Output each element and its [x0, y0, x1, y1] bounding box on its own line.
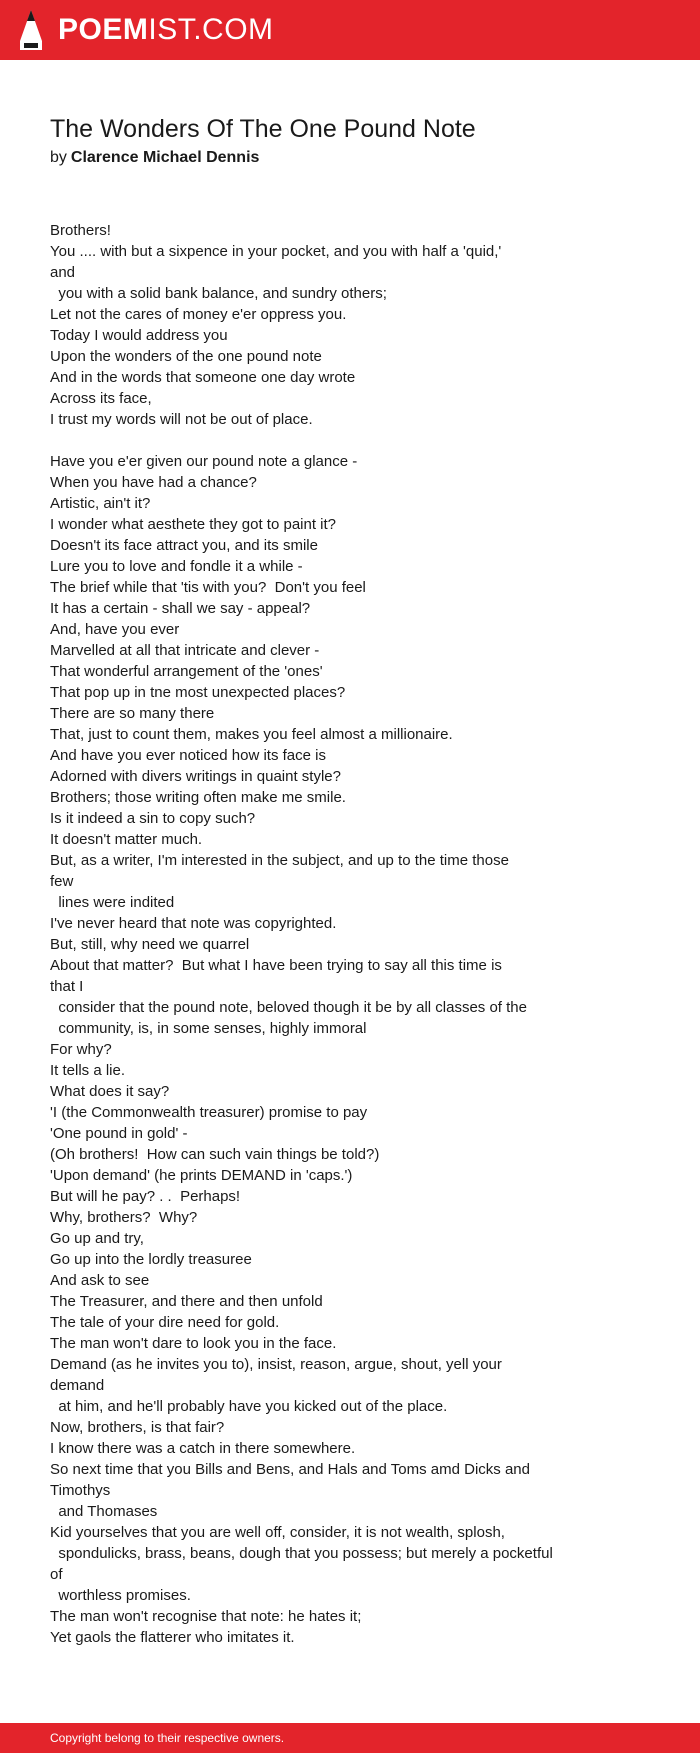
poem-line: Across its face, [50, 390, 152, 407]
poem-line: Why, brothers? Why? [50, 1209, 198, 1226]
logo-text-light: IST.COM [148, 13, 274, 46]
poem-line: Let not the cares of money e'er oppress you. [50, 306, 347, 323]
poem-line: And, have you ever [50, 621, 180, 638]
poem-line: Have you e'er given our pound note a glance - [50, 453, 358, 470]
poem-line: Is it indeed a sin to copy such? [50, 810, 256, 827]
poem-line: Doesn't its face attract you, and its smile [50, 537, 318, 554]
poem-line: It doesn't matter much. [50, 831, 203, 848]
poem-line: you with a solid bank balance, and sundry others; [50, 285, 387, 302]
poem-line [50, 430, 610, 451]
poem-line: consider that the pound note, beloved though it be by all classes of the [50, 999, 527, 1016]
author-link[interactable]: Clarence Michael Dennis [70, 149, 260, 166]
site-logo[interactable] [18, 0, 274, 60]
poem-line: Yet gaols the flatterer who imitates it. [50, 1629, 295, 1646]
poem-line: There are so many there [50, 705, 215, 722]
poem-line: I know there was a catch in there somewhere. [50, 1440, 356, 1457]
poem-line: And in the words that someone one day wrote [50, 369, 356, 386]
poem-body [50, 220, 610, 1648]
poem-line: It tells a lie. [50, 1062, 126, 1079]
poem-line: The man won't dare to look you in the face. [50, 1335, 337, 1352]
poem-line: (Oh brothers! How can such vain things be told?) [50, 1146, 380, 1163]
site-footer [0, 1723, 700, 1753]
poem-line: About that matter? But what I have been trying to say all this time is [50, 957, 502, 974]
poem-line: lines were indited [50, 894, 175, 911]
poem-line: and [50, 264, 76, 281]
poem-line: Now, brothers, is that fair? [50, 1419, 225, 1436]
poem-line: The brief while that 'tis with you? Don't you feel [50, 579, 366, 596]
poem-line: And have you ever noticed how its face is [50, 747, 326, 764]
poem-line: When you have had a chance? [50, 474, 257, 491]
poem-line: 'I (the Commonwealth treasurer) promise to pay [50, 1104, 368, 1121]
poem-line: 'One pound in gold' - [50, 1125, 188, 1142]
poem-line: And ask to see [50, 1272, 150, 1289]
poem-line: Today I would address you [50, 327, 228, 344]
poem-line: The man won't recognise that note: he hates it; [50, 1608, 362, 1625]
poem-line: The Treasurer, and there and then unfold [50, 1293, 323, 1310]
poem-line: worthless promises. [50, 1587, 191, 1604]
poem-line: Brothers; those writing often make me smile. [50, 789, 346, 806]
poem-line: demand [50, 1377, 105, 1394]
site-header [0, 0, 700, 60]
poem-line: You .... with but a sixpence in your pocket, and you with half a 'quid,' [50, 243, 502, 260]
poem-line: Go up into the lordly treasuree [50, 1251, 252, 1268]
poem-line: That, just to count them, makes you feel almost a millionaire. [50, 726, 453, 743]
logo-text-bold: POEM [58, 13, 149, 46]
poem-line: But will he pay? . . Perhaps! [50, 1188, 241, 1205]
poem-line: and Thomases [50, 1503, 158, 1520]
poem-line: Kid yourselves that you are well off, consider, it is not wealth, splosh, [50, 1524, 505, 1541]
pencil-icon [18, 9, 44, 51]
poem-line: Timothys [50, 1482, 111, 1499]
poem-line: It has a certain - shall we say - appeal? [50, 600, 311, 617]
poem-line: That pop up in tne most unexpected places? [50, 684, 346, 701]
poem-line: that I [50, 978, 84, 995]
poem-line: Brothers! [50, 222, 111, 239]
poem-line: Artistic, ain't it? [50, 495, 151, 512]
poem-line: For why? [50, 1041, 112, 1058]
poem-line: That wonderful arrangement of the 'ones' [50, 663, 323, 680]
poem-line: 'Upon demand' (he prints DEMAND in 'caps.') [50, 1167, 353, 1184]
by-label: by [50, 149, 67, 166]
poem-line: I trust my words will not be out of place. [50, 411, 313, 428]
poem-line: Go up and try, [50, 1230, 144, 1247]
poem-title: The Wonders Of The One Pound Note [50, 115, 476, 143]
poem-line: community, is, in some senses, highly immoral [50, 1020, 367, 1037]
poem-line: But, still, why need we quarrel [50, 936, 250, 953]
poem-line: Upon the wonders of the one pound note [50, 348, 322, 365]
poem-line: of [50, 1566, 63, 1583]
byline [50, 149, 259, 167]
poem-line: Adorned with divers writings in quaint style? [50, 768, 341, 785]
logo-text [58, 15, 274, 45]
poem-line: at him, and he'll probably have you kicked out of the place. [50, 1398, 448, 1415]
poem-line: What does it say? [50, 1083, 170, 1100]
copyright-text: Copyright belong to their respective owners. [50, 1731, 285, 1745]
poem-line: But, as a writer, I'm interested in the subject, and up to the time those [50, 852, 509, 869]
poem-line: spondulicks, brass, beans, dough that you possess; but merely a pocketful [50, 1545, 553, 1562]
poem-line: The tale of your dire need for gold. [50, 1314, 280, 1331]
poem-line: I've never heard that note was copyrighted. [50, 915, 337, 932]
poem-line: Marvelled at all that intricate and clever - [50, 642, 320, 659]
poem-line: I wonder what aesthete they got to paint it? [50, 516, 337, 533]
poem-line: Lure you to love and fondle it a while - [50, 558, 303, 575]
poem-line: Demand (as he invites you to), insist, reason, argue, shout, yell your [50, 1356, 502, 1373]
poem-line: few [50, 873, 74, 890]
poem-line: So next time that you Bills and Bens, and Hals and Toms amd Dicks and [50, 1461, 530, 1478]
